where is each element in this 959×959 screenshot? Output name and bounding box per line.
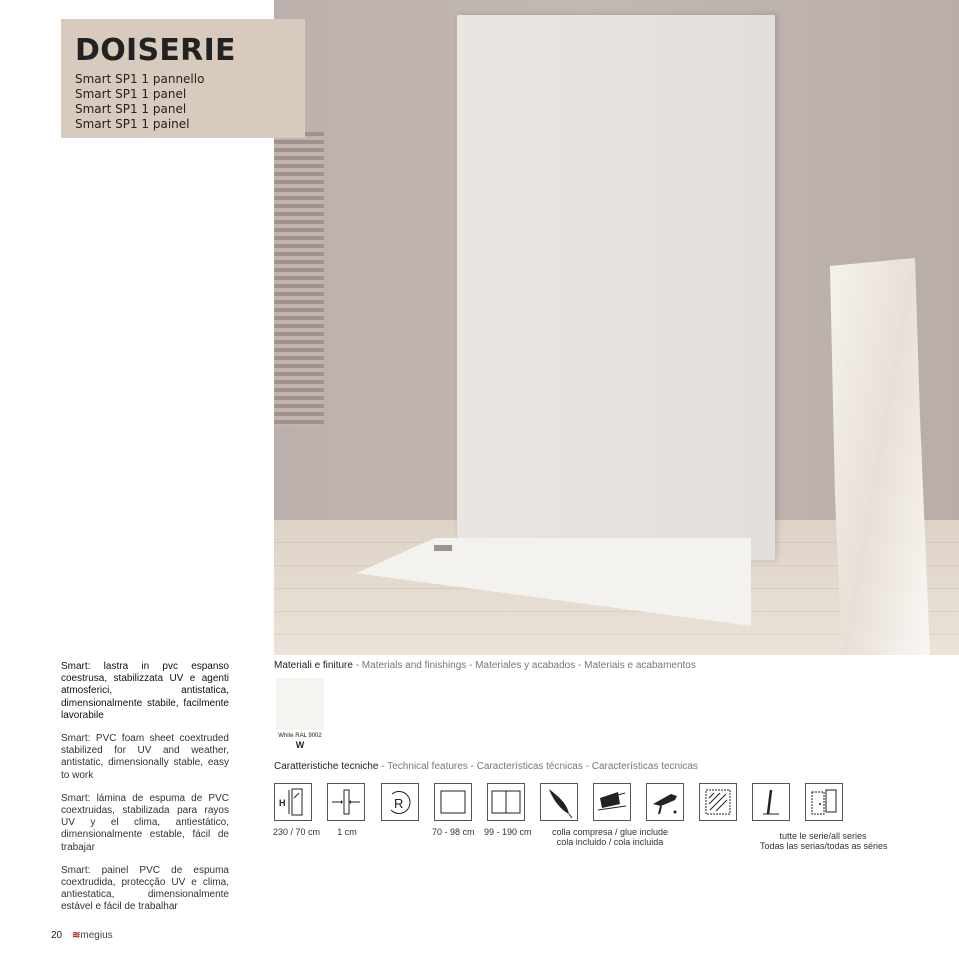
glue-tube-icon (593, 783, 631, 821)
technical-heading (274, 761, 698, 772)
materials-heading-main: Materiali e finiture (274, 660, 353, 671)
single-panel-width-icon (434, 783, 472, 821)
swatch-label: White RAL 9002 (278, 733, 322, 739)
technical-heading-main: Caratteristiche tecniche (274, 761, 379, 772)
label-series (760, 831, 886, 851)
texture-panel-icon (699, 783, 737, 821)
subtitle-en: Smart SP1 1 panel (75, 87, 187, 101)
materials-heading (274, 660, 696, 671)
corner-profile-icon (805, 783, 843, 821)
description-it: Smart: lastra in pvc espanso coestrusa, stabilizzata UV e agenti atmosferici, antistatica, dimensionalmente stabile, facilmente lavorabile (61, 661, 229, 721)
subtitle-pt: Smart SP1 1 painel (75, 117, 190, 131)
profile-icon (752, 783, 790, 821)
color-swatch-white (276, 678, 324, 730)
height-icon (274, 783, 312, 821)
description (61, 661, 229, 925)
subtitle-list (75, 72, 204, 132)
svg-text:R: R (394, 796, 404, 811)
technical-heading-rest: - Technical features - Características técnicas - Características tecnicas (378, 761, 698, 772)
swatch-code: W (295, 740, 305, 750)
feather-icon (540, 783, 578, 821)
double-panel-width-icon (487, 783, 525, 821)
brand-mark-icon: ≋ (72, 930, 81, 941)
label-series-line1: tutte le serie/all series (779, 831, 867, 841)
label-glue-line1: colla compresa / glue include (551, 827, 669, 837)
description-pt: Smart: painel PVC de espuma coextrudida, protecção UV e clima, antiestatica, dimensionalmente estável e fácil de trabalhar (61, 864, 229, 913)
photo-wall-panel (457, 15, 775, 560)
label-width-single: 70 - 98 cm (432, 827, 475, 837)
subtitle-it: Smart SP1 1 pannello (75, 72, 205, 86)
brand-name: megius (80, 930, 113, 941)
label-glue-line2: cola incluido / cola incluida (556, 837, 664, 847)
label-thickness: 1 cm (337, 827, 357, 837)
description-en: Smart: PVC foam sheet coextruded stabilized for UV and weather, antistatic, dimensionally stable, easy to work (61, 733, 229, 781)
product-photo (274, 0, 959, 655)
page-title: DOISERIE (75, 33, 236, 68)
registered-rotate-icon (381, 783, 419, 821)
label-glue (548, 827, 672, 847)
subtitle-es: Smart SP1 1 panel (75, 102, 187, 116)
photo-floor-lamp (830, 258, 930, 655)
svg-text:H: H (279, 798, 286, 808)
description-es: Smart: lámina de espuma de PVC coextruidas, stabilizada para rayos UV y el clima, antiestático, dimensionalmente estable, fácil de trabajar (61, 792, 229, 853)
materials-heading-rest: - Materials and finishings - Materiales y acabados - Materiais e acabamentos (352, 660, 696, 671)
thickness-icon (327, 783, 365, 821)
photo-radiator (274, 132, 324, 428)
label-series-line2: Todas las serias/todas as séries (760, 841, 888, 851)
title-box (61, 19, 305, 138)
photo-drain (434, 545, 452, 551)
label-height: 230 / 70 cm (273, 827, 321, 837)
glue-gun-icon (646, 783, 684, 821)
page-number: 20 (51, 930, 63, 941)
label-width-double: 99 - 190 cm (484, 827, 532, 837)
brand-logo (72, 930, 113, 941)
